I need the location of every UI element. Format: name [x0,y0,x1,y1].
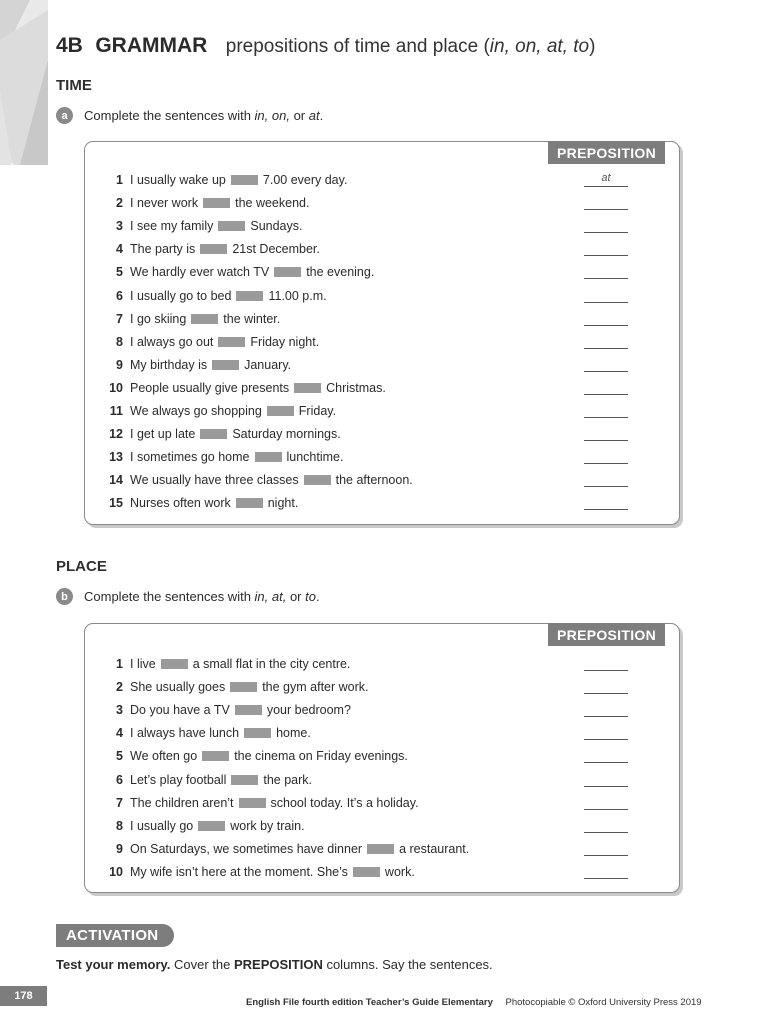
time-instruction-text: Complete the sentences with in, on, or at. [84,108,324,123]
place-sentence-row [85,700,679,720]
sentence [130,450,343,464]
blank-gap [244,728,271,738]
answer-line[interactable] [584,842,628,856]
sentence-after-gap: 21st December. [232,242,320,257]
time-sentence-row [85,170,679,190]
sentence [130,312,280,326]
sentence [130,427,341,441]
sentence-number: 15 [109,496,123,511]
sentence-before-gap: I never work [130,196,199,211]
sentence [130,657,350,671]
answer-line[interactable] [584,289,628,303]
answer-line[interactable] [584,703,628,717]
time-sentence-row [85,193,679,213]
blank-gap [239,798,266,808]
sentence [130,473,413,487]
sentence-after-gap: the cinema on Friday evenings. [234,749,408,764]
sentence [130,404,336,418]
blank-gap [218,221,245,231]
title-subtitle: prepositions of time and place (in, on, at, to) [225,36,596,57]
sentence-number: 12 [109,427,123,442]
sentence-number: 1 [116,657,123,671]
sentence-number: 5 [116,265,123,280]
blank-gap [255,452,282,462]
blank-gap [203,198,230,208]
sentence [130,496,298,510]
sentence-before-gap: The children aren’t [130,795,234,810]
sentence-number: 13 [109,450,123,465]
sentence-number: 6 [116,288,123,303]
activation-label: ACTIVATION [56,924,174,947]
sentence-number: 14 [109,473,123,488]
sentence-number: 10 [109,380,123,395]
time-sentence-row [85,239,679,259]
sentence-number: 7 [116,311,123,326]
sentence-after-gap: the evening. [306,265,375,280]
time-sentence-row [85,216,679,236]
time-sentence-row [85,378,679,398]
blank-gap [236,498,263,508]
sentence-number: 8 [116,334,123,349]
blank-gap [267,406,294,416]
blank-gap [200,429,227,439]
sentence-number: 4 [116,726,123,741]
sentence-before-gap: I get up late [130,427,196,442]
time-sentence-row [85,355,679,375]
sentence-after-gap: Friday. [298,404,337,418]
sentence-before-gap: My birthday is [130,357,208,372]
sentence-before-gap: We often go [130,749,198,764]
time-exercise-box [84,141,680,525]
sentence-after-gap: the gym after work. [262,680,369,695]
unit-code: 4B [56,34,83,57]
sentence-before-gap: The party is [130,242,196,257]
place-sentence-row [85,677,679,697]
sentence [130,749,408,763]
answer-line[interactable] [584,404,628,418]
time-sentence-row [85,447,679,467]
sentence-number: 4 [116,242,123,257]
time-sentence-row [85,401,679,421]
sentence [130,265,374,279]
blank-gap [200,244,227,254]
sentence-before-gap: I usually wake up [130,173,226,187]
blank-gap [304,475,331,485]
place-sentence-row [85,816,679,836]
answer-line[interactable] [584,381,628,395]
blank-gap [231,775,258,785]
sentence [130,381,386,395]
answer-line[interactable] [584,773,628,787]
answer-line[interactable] [584,473,628,487]
sentence-number: 2 [116,680,123,695]
time-sentence-row [85,493,679,513]
blank-gap [274,267,301,277]
sentence-after-gap: 11.00 p.m. [268,288,327,303]
sentence-after-gap: your bedroom? [266,703,351,718]
place-sentence-row [85,723,679,743]
blank-gap [218,337,245,347]
answer-line[interactable] [584,749,628,763]
answer-line[interactable] [584,680,628,694]
place-sentence-row [85,862,679,882]
blank-gap [236,291,263,301]
section-label: GRAMMAR [95,34,208,57]
sentence [130,173,347,187]
answer-line[interactable] [584,496,628,510]
sentence [130,819,305,833]
blank-gap [202,751,229,761]
blank-gap [230,682,257,692]
answer-line[interactable] [584,726,628,740]
sentence-number: 1 [116,173,123,187]
sentence-after-gap: Christmas. [326,380,386,395]
sentence [130,773,312,787]
sentence-after-gap: the winter. [223,311,281,326]
place-preposition-header: PREPOSITION [548,623,665,646]
place-sentence-row [85,793,679,813]
sentence [130,219,302,233]
sentence-before-gap: Let’s play football [130,772,227,787]
sentence-after-gap: 7.00 every day. [262,173,348,187]
time-sentence-row [85,332,679,352]
sentence-number: 9 [116,357,123,372]
sentence-number: 9 [116,841,123,856]
sentence-before-gap: My wife isn’t here at the moment. She’s [130,864,348,879]
sentence-before-gap: I usually go [130,818,194,833]
sentence-before-gap: We hardly ever watch TV [130,265,270,280]
sentence-before-gap: I go skiing [130,311,187,326]
blank-gap [198,821,225,831]
sentence-before-gap: We always go shopping [130,404,262,418]
time-instruction [56,107,323,124]
sentence-before-gap: Nurses often work [130,496,231,511]
sentence-number: 3 [116,219,123,234]
sentence-after-gap: Saturday mornings. [232,427,341,442]
sentence-after-gap: a restaurant. [399,841,470,856]
answer-line[interactable] [584,427,628,441]
sentence [130,289,327,303]
sentence-before-gap: People usually give presents [130,380,290,395]
answer-line[interactable] [584,196,628,210]
blank-gap [231,175,258,185]
time-sentence-row [85,309,679,329]
sentence-before-gap: I live [130,657,156,671]
blank-gap [191,314,218,324]
place-sentence-row [85,654,679,674]
place-sentence-row [85,746,679,766]
sentence-before-gap: I sometimes go home [130,450,250,465]
sentence-number: 8 [116,818,123,833]
footer-copyright: Photocopiable © Oxford University Press 2019 [505,997,702,1008]
sentence-number: 11 [109,404,123,418]
sentence [130,726,311,740]
blank-gap [353,867,380,877]
sentence-before-gap: I always have lunch [130,726,240,741]
exercise-b-badge: b [56,588,73,605]
sentence-before-gap: I see my family [130,219,214,234]
sentence-number: 6 [116,772,123,787]
sentence-after-gap: work. [384,864,415,879]
sentence-before-gap: Do you have a TV [130,703,230,718]
sentence-after-gap: lunchtime. [286,450,344,465]
sentence-after-gap: home. [276,726,311,741]
sentence-before-gap: I always go out [130,334,214,349]
sentence [130,842,469,856]
sentence-after-gap: Sundays. [250,219,303,234]
sentence-number: 5 [116,749,123,764]
time-sentence-row [85,470,679,490]
answer-line[interactable] [584,657,628,671]
answer-line[interactable] [584,819,628,833]
time-preposition-header: PREPOSITION [548,141,665,164]
sentence-after-gap: the park. [263,772,313,787]
sentence-number: 7 [116,795,123,810]
answer-line[interactable] [584,312,628,326]
sentence-number: 10 [109,864,123,879]
answer-line[interactable] [584,450,628,464]
sentence-before-gap: I usually go to bed [130,288,232,303]
sentence-number: 2 [116,196,123,211]
place-sentence-row [85,770,679,790]
answer-line[interactable] [584,796,628,810]
sentence-number: 3 [116,703,123,718]
answer-line[interactable] [584,358,628,372]
time-sentence-row [85,424,679,444]
answer-line[interactable] [584,219,628,233]
sentence [130,796,419,810]
sentence-after-gap: January. [244,357,292,372]
place-exercise-box [84,623,680,893]
place-heading: PLACE [56,558,107,575]
sentence-after-gap: Friday night. [250,334,320,349]
blank-gap [367,844,394,854]
answer-line[interactable] [584,265,628,279]
sentence [130,242,320,256]
sentence-before-gap: She usually goes [130,680,226,695]
sentence [130,358,291,372]
footer [246,997,702,1008]
place-sentence-row [85,839,679,859]
corner-decoration [0,0,48,165]
blank-gap [235,705,262,715]
sentence-after-gap: school today. It’s a holiday. [270,795,419,810]
blank-gap [212,360,239,370]
activation-text: Test your memory. Cover the PREPOSITION columns. Say the sentences. [56,957,493,972]
sentence [130,865,415,879]
footer-book-title: English File fourth edition Teacher’s Guide Elementary [246,997,493,1008]
time-sentence-row [85,286,679,306]
sentence [130,703,351,717]
blank-gap [294,383,321,393]
place-instruction-text: Complete the sentences with in, at, or to. [84,589,320,604]
time-heading: TIME [56,77,92,94]
sentence-after-gap: work by train. [230,818,305,833]
answer-line[interactable] [584,335,628,349]
place-instruction [56,588,320,605]
sentence-after-gap: the afternoon. [335,473,413,488]
sentence [130,196,309,210]
sentence-after-gap: night. [267,496,299,511]
page-number: 178 [0,986,47,1006]
page-title [56,34,595,58]
sentence-before-gap: On Saturdays, we sometimes have dinner [130,841,363,856]
sentence-before-gap: We usually have three classes [130,473,299,488]
blank-gap [161,659,188,669]
sentence-after-gap: a small flat in the city centre. [192,657,351,671]
sentence [130,680,369,694]
time-sentence-row [85,262,679,282]
exercise-a-badge: a [56,107,73,124]
answer-line[interactable] [584,865,628,879]
answer-line[interactable] [584,242,628,256]
sentence-after-gap: the weekend. [235,196,310,211]
answer-line[interactable]: at [584,173,628,187]
sentence [130,335,319,349]
